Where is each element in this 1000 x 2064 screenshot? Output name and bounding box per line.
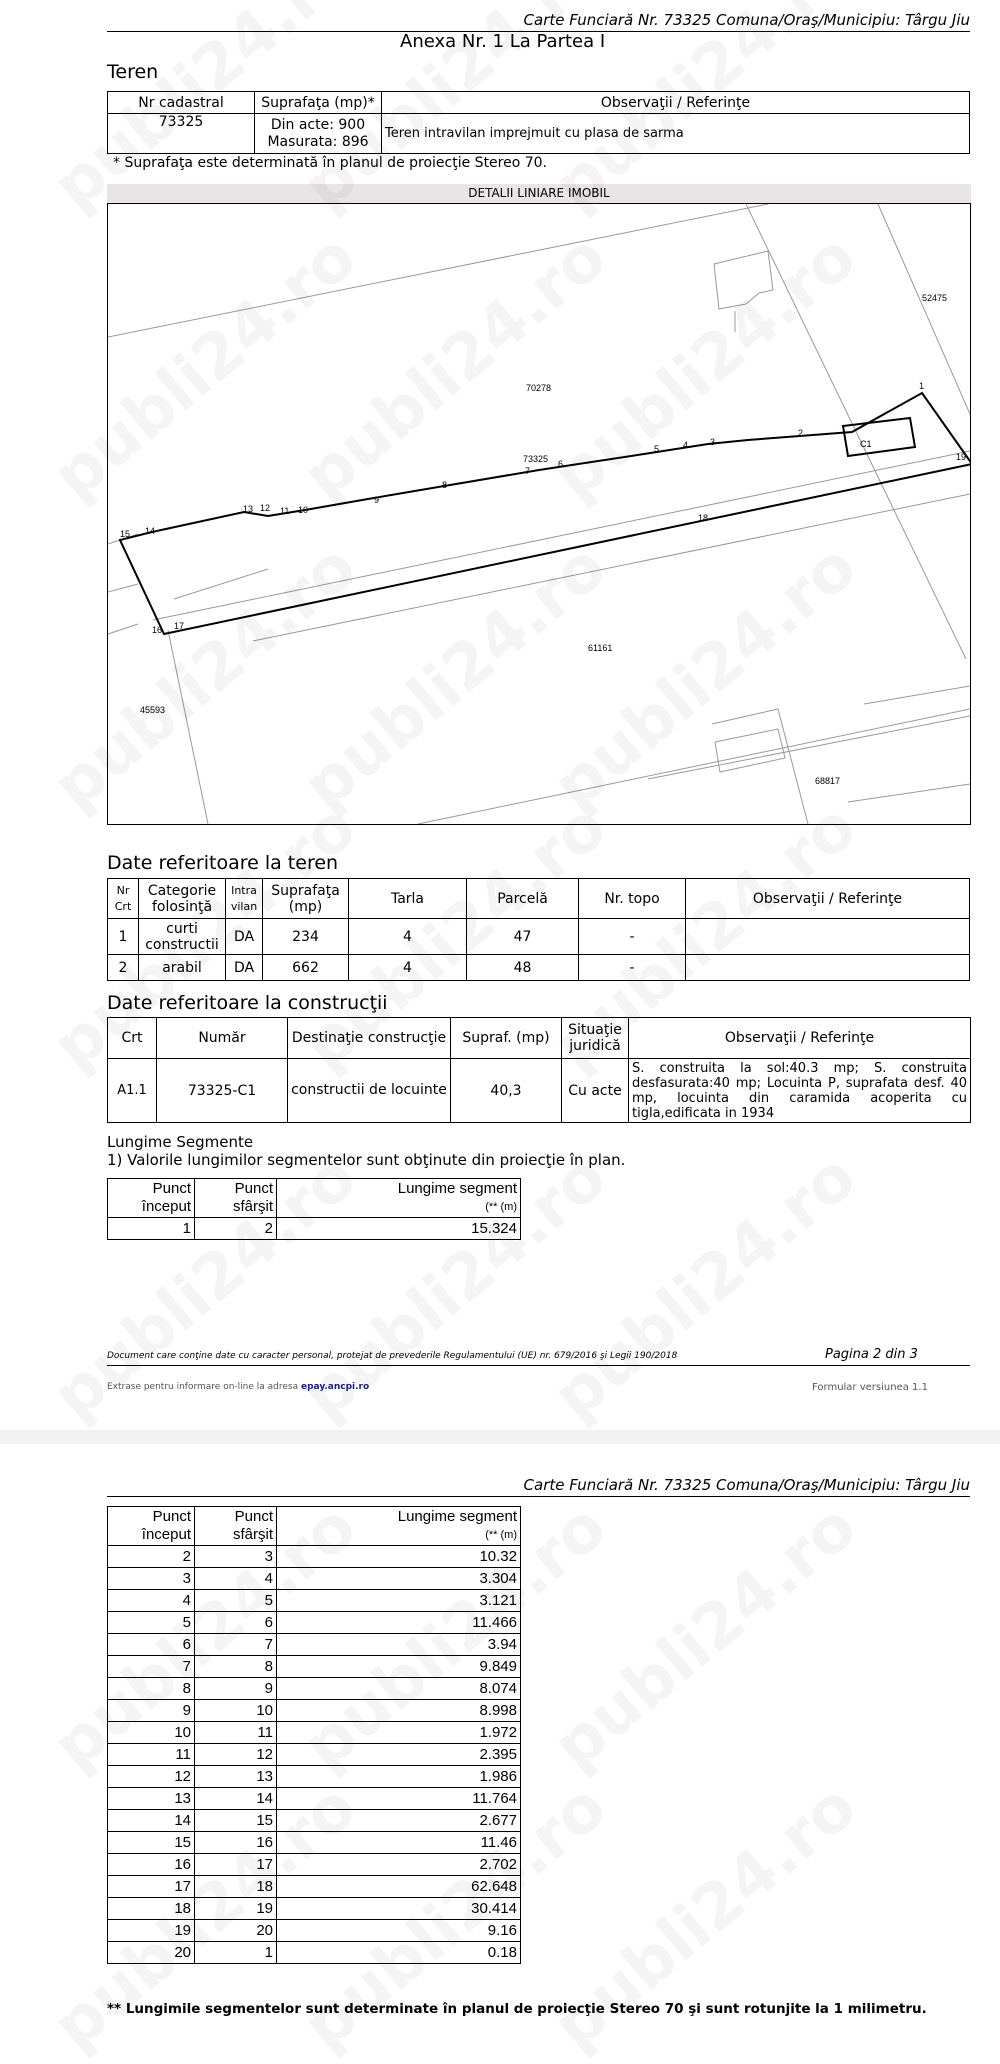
neighbor-boundary-se-3 [712,709,808,824]
table-row [108,1700,521,1722]
footer-privacy: Document care conţine date cu caracter personal, protejat de prevederile Regulamentului (UE) nr. 679/2016 şi Legii 190/2018 [107,1351,678,1361]
building-68817 [715,729,785,772]
seg-length-cell: 3.304 [277,1568,521,1590]
table-row [108,1744,521,1766]
neighbor-boundary-se-4 [864,686,970,704]
seg-length-cell: 3.121 [277,1590,521,1612]
date-teren-cell: 4 [349,955,467,981]
seg-length-cell: 8.074 [277,1678,521,1700]
constructii-situatie: Cu acte [562,1059,629,1123]
date-teren-header-intravilan: Intra vilan [226,879,263,919]
seg-header-length-label: Lungime segment [397,1180,517,1197]
seg-length-cell: 1.986 [277,1766,521,1788]
seg-start-cell: 2 [108,1546,195,1568]
neighbor-boundary-south-2 [253,494,970,641]
neighbor-boundary-s [174,569,268,599]
constructii-table [107,1017,971,1123]
table-row [108,1854,521,1876]
date-teren-cell: - [579,919,686,955]
footer-rule [107,1365,970,1366]
seg-start-cell: 5 [108,1612,195,1634]
date-teren-cell [686,919,970,955]
lungime-heading: Lungime Segmente [107,1133,254,1151]
table-row [108,1898,521,1920]
seg-end-cell: 15 [195,1810,277,1832]
table-row [108,1722,521,1744]
date-teren-cell: 2 [108,955,139,981]
plan-point-14: 14 [145,526,156,536]
date-teren-cell: 234 [263,919,349,955]
neighbor-boundary-se [648,716,970,779]
footer-version: Formular versiunea 1.1 [812,1382,928,1393]
cadastral-plan [107,203,971,825]
seg-end-cell: 20 [195,1920,277,1942]
footer-extract-text: Extrase pentru informare on-line la adresa [107,1382,299,1392]
neighbor-ne-label: 52475 [922,293,948,303]
date-teren-row [108,919,970,955]
teren-header-nr: Nr cadastral [108,92,255,114]
date-teren-row [108,955,970,981]
neighbor-boundary-west-1 [108,624,138,634]
seg-length-cell: 2.677 [277,1810,521,1832]
seg-start-cell: 20 [108,1942,195,1964]
parcel-main-label: 73325 [523,454,549,464]
suprafata-acte: Din acte: 900 [270,116,366,133]
seg-length-cell: 8.998 [277,1700,521,1722]
page-gap [0,1430,1000,1444]
date-teren-heading: Date referitoare la teren [107,852,339,874]
plan-point-10: 10 [298,505,309,515]
teren-observatii: Teren intravilan imprejmuit cu plasa de sarma [382,114,970,154]
seg-header-start: Punct început [108,1179,195,1218]
teren-nr-cadastral: 73325 [108,114,255,154]
table-row [108,1546,521,1568]
seg-header-length-label: Lungime segment [397,1508,517,1525]
plan-point-13: 13 [243,504,254,514]
segment-table-page1 [107,1178,521,1240]
seg-length-cell: 11.764 [277,1788,521,1810]
seg-end-cell: 19 [195,1898,277,1920]
plan-point-15: 15 [120,529,131,539]
plan-point-17: 17 [174,621,185,631]
date-teren-cell: 662 [263,955,349,981]
seg-end-cell: 3 [195,1546,277,1568]
seg-end-cell: 14 [195,1788,277,1810]
date-teren-cell [686,955,970,981]
plan-point-18: 18 [698,513,709,523]
epay-link[interactable]: epay.ancpi.ro [300,1382,370,1392]
seg-end-cell: 7 [195,1634,277,1656]
seg-end-cell: 11 [195,1722,277,1744]
seg-length-cell: 15.324 [277,1218,521,1240]
date-teren-cell: 47 [467,919,579,955]
carte-funciara-header: Carte Funciară Nr. 73325 Comuna/Oraş/Municipiu: Târgu Jiu [523,11,970,29]
constructii-destinatie: constructii de locuinte [288,1059,451,1123]
date-teren-header-parcela: Parcelă [467,879,579,919]
seg-length-cell: 2.395 [277,1744,521,1766]
seg-length-cell: 0.18 [277,1942,521,1964]
date-teren-cell: curti constructii [139,919,226,955]
seg-end-cell: 13 [195,1766,277,1788]
plan-point-1: 1 [919,381,925,391]
seg-length-cell: 1.972 [277,1722,521,1744]
neighbor-boundary-se-2 [848,784,970,802]
date-teren-cell: 4 [349,919,467,955]
constructii-numar: 73325-C1 [157,1059,288,1123]
seg-length-cell: 11.466 [277,1612,521,1634]
plan-drawing [108,204,970,824]
constructii-header-observatii: Observaţii / Referinţe [629,1018,971,1059]
plan-point-11: 11 [280,506,290,516]
table-row [108,1612,521,1634]
seg-start-cell: 10 [108,1722,195,1744]
date-teren-header-nr-topo: Nr. topo [579,879,686,919]
seg-end-cell: 16 [195,1832,277,1854]
plan-point-9: 9 [374,495,380,505]
neighbor-west-label: 45593 [140,705,166,715]
date-teren-cell: arabil [139,955,226,981]
seg-start-cell: 13 [108,1788,195,1810]
seg-length-cell: 30.414 [277,1898,521,1920]
seg-start-cell: 12 [108,1766,195,1788]
seg-length-cell: 10.32 [277,1546,521,1568]
table-row [108,1656,521,1678]
footer-extract [107,1382,369,1392]
neighbor-boundary-north [108,204,768,337]
neighbor-boundary-south [153,451,970,620]
building-c1-outline [843,418,915,456]
date-teren-header-categorie: Categorie folosinţă [139,879,226,919]
constructii-header-situatie: Situaţie juridică [562,1018,629,1059]
seg-start-cell: 19 [108,1920,195,1942]
plan-point-8: 8 [442,480,448,490]
seg-header-length [277,1507,521,1546]
seg-start-cell: 16 [108,1854,195,1876]
table-row [108,1218,521,1240]
seg-length-cell: 9.849 [277,1656,521,1678]
seg-start-cell: 14 [108,1810,195,1832]
plan-point-3: 3 [710,437,716,447]
seg-end-cell: 17 [195,1854,277,1876]
date-teren-header-tarla: Tarla [349,879,467,919]
constructii-heading: Date referitoare la construcţii [107,992,388,1014]
seg-length-cell: 11.46 [277,1832,521,1854]
segment-table-page2 [107,1506,521,1964]
plan-point-12: 12 [260,503,271,513]
plan-point-5: 5 [654,444,660,454]
date-teren-header-observatii: Observaţii / Referinţe [686,879,970,919]
teren-table [107,91,970,154]
date-teren-table [107,878,970,981]
date-teren-cell: DA [226,919,263,955]
table-row [108,1590,521,1612]
teren-suprafata [255,114,382,154]
building-north [714,251,773,309]
segment-table-body [108,1546,521,1964]
neighbor-south-label: 61161 [588,643,613,653]
seg-length-cell: 9.16 [277,1920,521,1942]
seg-end-cell: 5 [195,1590,277,1612]
suprafata-masurata: Masurata: 896 [267,133,369,150]
seg-header-unit: (** (m) [485,1201,517,1213]
document-page-2 [0,1444,1000,2023]
seg-start-cell: 3 [108,1568,195,1590]
seg-end-cell: 6 [195,1612,277,1634]
annex-title: Anexa Nr. 1 La Partea I [400,31,606,52]
table-row [108,1832,521,1854]
building-c1-label: C1 [860,439,872,449]
seg-start-cell: 6 [108,1634,195,1656]
constructii-header-supraf: Supraf. (mp) [451,1018,562,1059]
seg-header-end: Punct sfârşit [195,1507,277,1546]
table-row [108,1634,521,1656]
seg-start-cell: 1 [108,1218,195,1240]
neighbor-north-label: 70278 [526,383,552,393]
constructii-supraf: 40,3 [451,1059,562,1123]
neighbor-se-label: 68817 [815,776,841,786]
neighbor-boundary-west-2 [108,584,138,592]
seg-end-cell: 1 [195,1942,277,1964]
neighbor-boundary-east [746,204,966,659]
teren-header-observatii: Observaţii / Referinţe [382,92,970,114]
plan-point-7: 7 [525,466,531,476]
seg-end-cell: 18 [195,1876,277,1898]
constructii-header-numar: Număr [157,1018,288,1059]
table-row [108,1678,521,1700]
teren-heading: Teren [107,61,159,83]
table-row [108,1920,521,1942]
neighbor-boundary-south-3 [418,709,970,824]
plan-point-16: 16 [152,625,163,635]
table-row [108,1810,521,1832]
teren-header-suprafata: Suprafaţa (mp)* [255,92,382,114]
carte-funciara-header-2: Carte Funciară Nr. 73325 Comuna/Oraş/Municipiu: Târgu Jiu [523,1476,970,1494]
plan-title: DETALII LINIARE IMOBIL [107,184,971,203]
table-row [108,1766,521,1788]
date-teren-header-nr: Nr Crt [108,879,139,919]
constructii-header-crt: Crt [108,1018,157,1059]
plan-point-6: 6 [558,459,564,469]
seg-length-cell: 62.648 [277,1876,521,1898]
teren-note: * Suprafaţa este determinată în planul de proiecţie Stereo 70. [113,155,548,171]
date-teren-cell: - [579,955,686,981]
seg-end-cell: 2 [195,1218,277,1240]
table-row [108,1876,521,1898]
seg-end-cell: 9 [195,1678,277,1700]
seg-end-cell: 12 [195,1744,277,1766]
seg-start-cell: 4 [108,1590,195,1612]
segment-footnote: ** Lungimile segmentelor sunt determinate în planul de proiecţie Stereo 70 şi sunt rotunjite la 1 milimetru. [107,2001,927,2017]
seg-end-cell: 4 [195,1568,277,1590]
constructii-crt: A1.1 [108,1059,157,1123]
seg-start-cell: 15 [108,1832,195,1854]
plan-point-4: 4 [683,440,689,450]
seg-end-cell: 10 [195,1700,277,1722]
header-rule-2 [107,1496,970,1497]
constructii-row [108,1059,971,1123]
table-row [108,1788,521,1810]
date-teren-cell: DA [226,955,263,981]
seg-start-cell: 11 [108,1744,195,1766]
footer-page-number: Pagina 2 din 3 [825,1347,918,1362]
seg-length-cell: 2.702 [277,1854,521,1876]
seg-end-cell: 8 [195,1656,277,1678]
seg-start-cell: 9 [108,1700,195,1722]
seg-start-cell: 18 [108,1898,195,1920]
plan-point-19: 19 [956,452,967,462]
table-row [108,1942,521,1964]
plan-point-2: 2 [798,428,804,438]
seg-header-length [277,1179,521,1218]
seg-start-cell: 7 [108,1656,195,1678]
neighbor-boundary-sw [168,630,208,824]
date-teren-cell: 1 [108,919,139,955]
date-teren-cell: 48 [467,955,579,981]
seg-header-unit: (** (m) [485,1529,517,1541]
lungime-subheading: 1) Valorile lungimilor segmentelor sunt obţinute din proiecţie în plan. [107,1151,626,1169]
constructii-observatii: S. construita la sol:40.3 mp; S. construita desfasurata:40 mp; Locuinta P, suprafata desf. 40 mp, locuinta din caramida acoperita cu tigla,edificata in 1934 [629,1059,971,1123]
seg-start-cell: 17 [108,1876,195,1898]
seg-length-cell: 3.94 [277,1634,521,1656]
seg-header-end: Punct sfârşit [195,1179,277,1218]
seg-header-start: Punct început [108,1507,195,1546]
constructii-header-destinatie: Destinaţie construcţie [288,1018,451,1059]
date-teren-header-suprafata: Suprafaţa (mp) [263,879,349,919]
table-row [108,1568,521,1590]
seg-start-cell: 8 [108,1678,195,1700]
